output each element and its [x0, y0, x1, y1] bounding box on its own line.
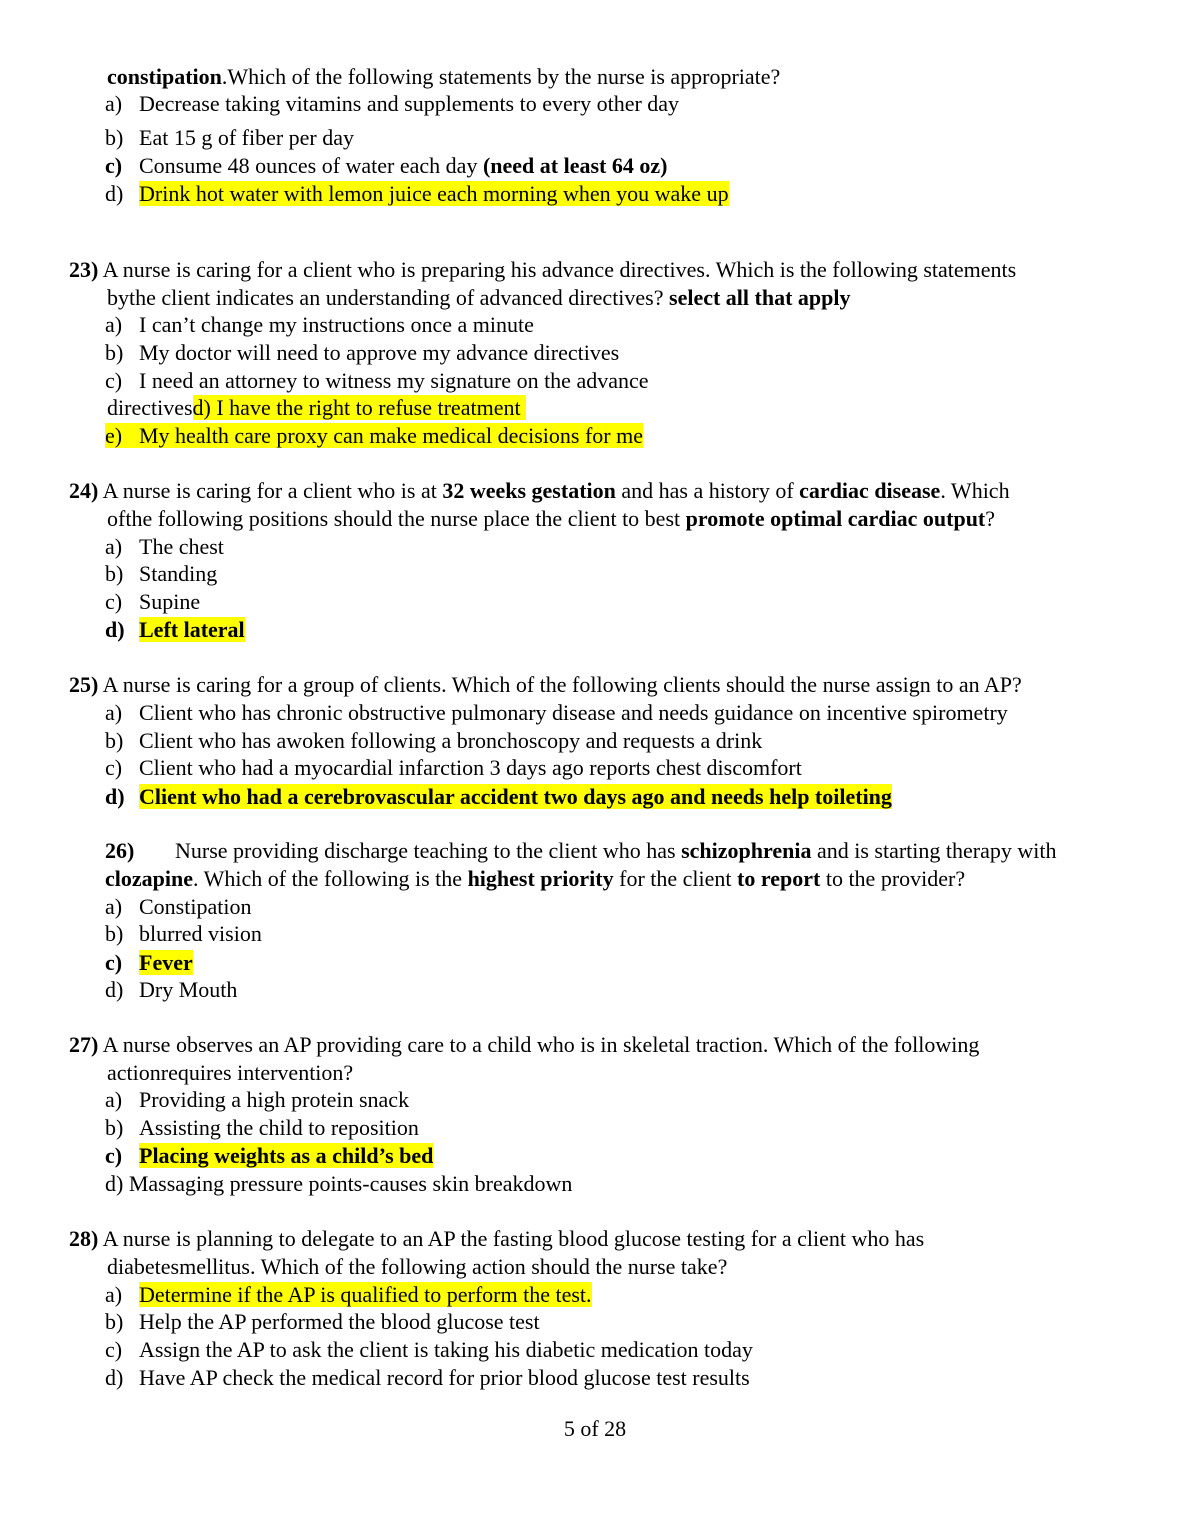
- q26-option-a: a) Constipation: [105, 894, 252, 919]
- q28-stem-line1: 28) A nurse is planning to delegate to an AP the fasting blood glucose testing for a client who has: [69, 1226, 925, 1251]
- q23-stem-line2: bythe client indicates an understanding of advanced directives? select all that apply: [107, 285, 851, 310]
- q23-option-e: e) My health care proxy can make medical decisions for me: [105, 423, 643, 448]
- q25-option-c: c) Client who had a myocardial infarction 3 days ago reports chest discomfort: [105, 755, 802, 780]
- q24-stem-line1: 24) A nurse is caring for a client who is at 32 weeks gestation and has a history of cardiac disease. Which: [69, 478, 1010, 503]
- q23-stem-line1: 23) A nurse is caring for a client who is preparing his advance directives. Which is the following statements: [69, 257, 1017, 282]
- q25-option-d: d) Client who had a cerebrovascular accident two days ago and needs help toileting: [105, 784, 892, 809]
- q23-option-b: b) My doctor will need to approve my advance directives: [105, 340, 620, 365]
- q22-stem: constipation.Which of the following statements by the nurse is appropriate?: [107, 64, 781, 89]
- q24-stem-line2: ofthe following positions should the nurse place the client to best promote optimal cardiac output?: [107, 506, 996, 531]
- q27-stem-line2: actionrequires intervention?: [107, 1060, 354, 1085]
- q28-option-b: b) Help the AP performed the blood glucose test: [105, 1309, 540, 1334]
- q27-stem-line1: 27) A nurse observes an AP providing care to a child who is in skeletal traction. Which of the following: [69, 1032, 980, 1057]
- page-number: 5 of 28: [563, 1416, 627, 1441]
- q26-option-c: c) Fever: [105, 950, 193, 975]
- q23-option-c: c) I need an attorney to witness my signature on the advance: [105, 368, 649, 393]
- q26-option-b: b) blurred vision: [105, 921, 262, 946]
- q24-option-d: d) Left lateral: [105, 617, 245, 642]
- q23-option-c-continued: directivesd) I have the right to refuse treatment: [107, 395, 526, 421]
- q22-option-d: d) Drink hot water with lemon juice each morning when you wake up: [105, 181, 729, 206]
- q25-option-a: a) Client who has chronic obstructive pulmonary disease and needs guidance on incentive spirometry: [105, 700, 1008, 725]
- q27-option-d: d) Massaging pressure points-causes skin breakdown: [105, 1171, 573, 1196]
- q28-option-d: d) Have AP check the medical record for prior blood glucose test results: [105, 1365, 750, 1390]
- q23-option-a: a) I can’t change my instructions once a minute: [105, 312, 534, 337]
- q27-option-a: a) Providing a high protein snack: [105, 1087, 410, 1112]
- q26-stem-line2: clozapine. Which of the following is the highest priority for the client to report to the provider?: [105, 866, 966, 891]
- q28-option-c: c) Assign the AP to ask the client is taking his diabetic medication today: [105, 1337, 753, 1362]
- q26-stem-line1: 26) Nurse providing discharge teaching to the client who has schizophrenia and is starting therapy with: [105, 838, 1057, 863]
- q22-option-a: a) Decrease taking vitamins and supplements to every other day: [105, 91, 680, 116]
- q28-stem-line2: diabetesmellitus. Which of the following action should the nurse take?: [107, 1254, 728, 1279]
- q28-option-a: a) Determine if the AP is qualified to perform the test.: [105, 1282, 592, 1307]
- q22-option-b: b) Eat 15 g of fiber per day: [105, 125, 355, 150]
- q22-option-c: c) Consume 48 ounces of water each day (need at least 64 oz): [105, 153, 668, 178]
- q27-option-b: b) Assisting the child to reposition: [105, 1115, 419, 1140]
- q25-stem: 25) A nurse is caring for a group of clients. Which of the following clients should the nurse assign to an AP?: [69, 672, 1022, 697]
- q24-option-b: b) Standing: [105, 561, 218, 586]
- q24-option-c: c) Supine: [105, 589, 201, 614]
- q24-option-a: a) The chest: [105, 534, 224, 559]
- q26-option-d: d) Dry Mouth: [105, 977, 238, 1002]
- q27-option-c: c) Placing weights as a child’s bed: [105, 1143, 434, 1168]
- q25-option-b: b) Client who has awoken following a bronchoscopy and requests a drink: [105, 728, 763, 753]
